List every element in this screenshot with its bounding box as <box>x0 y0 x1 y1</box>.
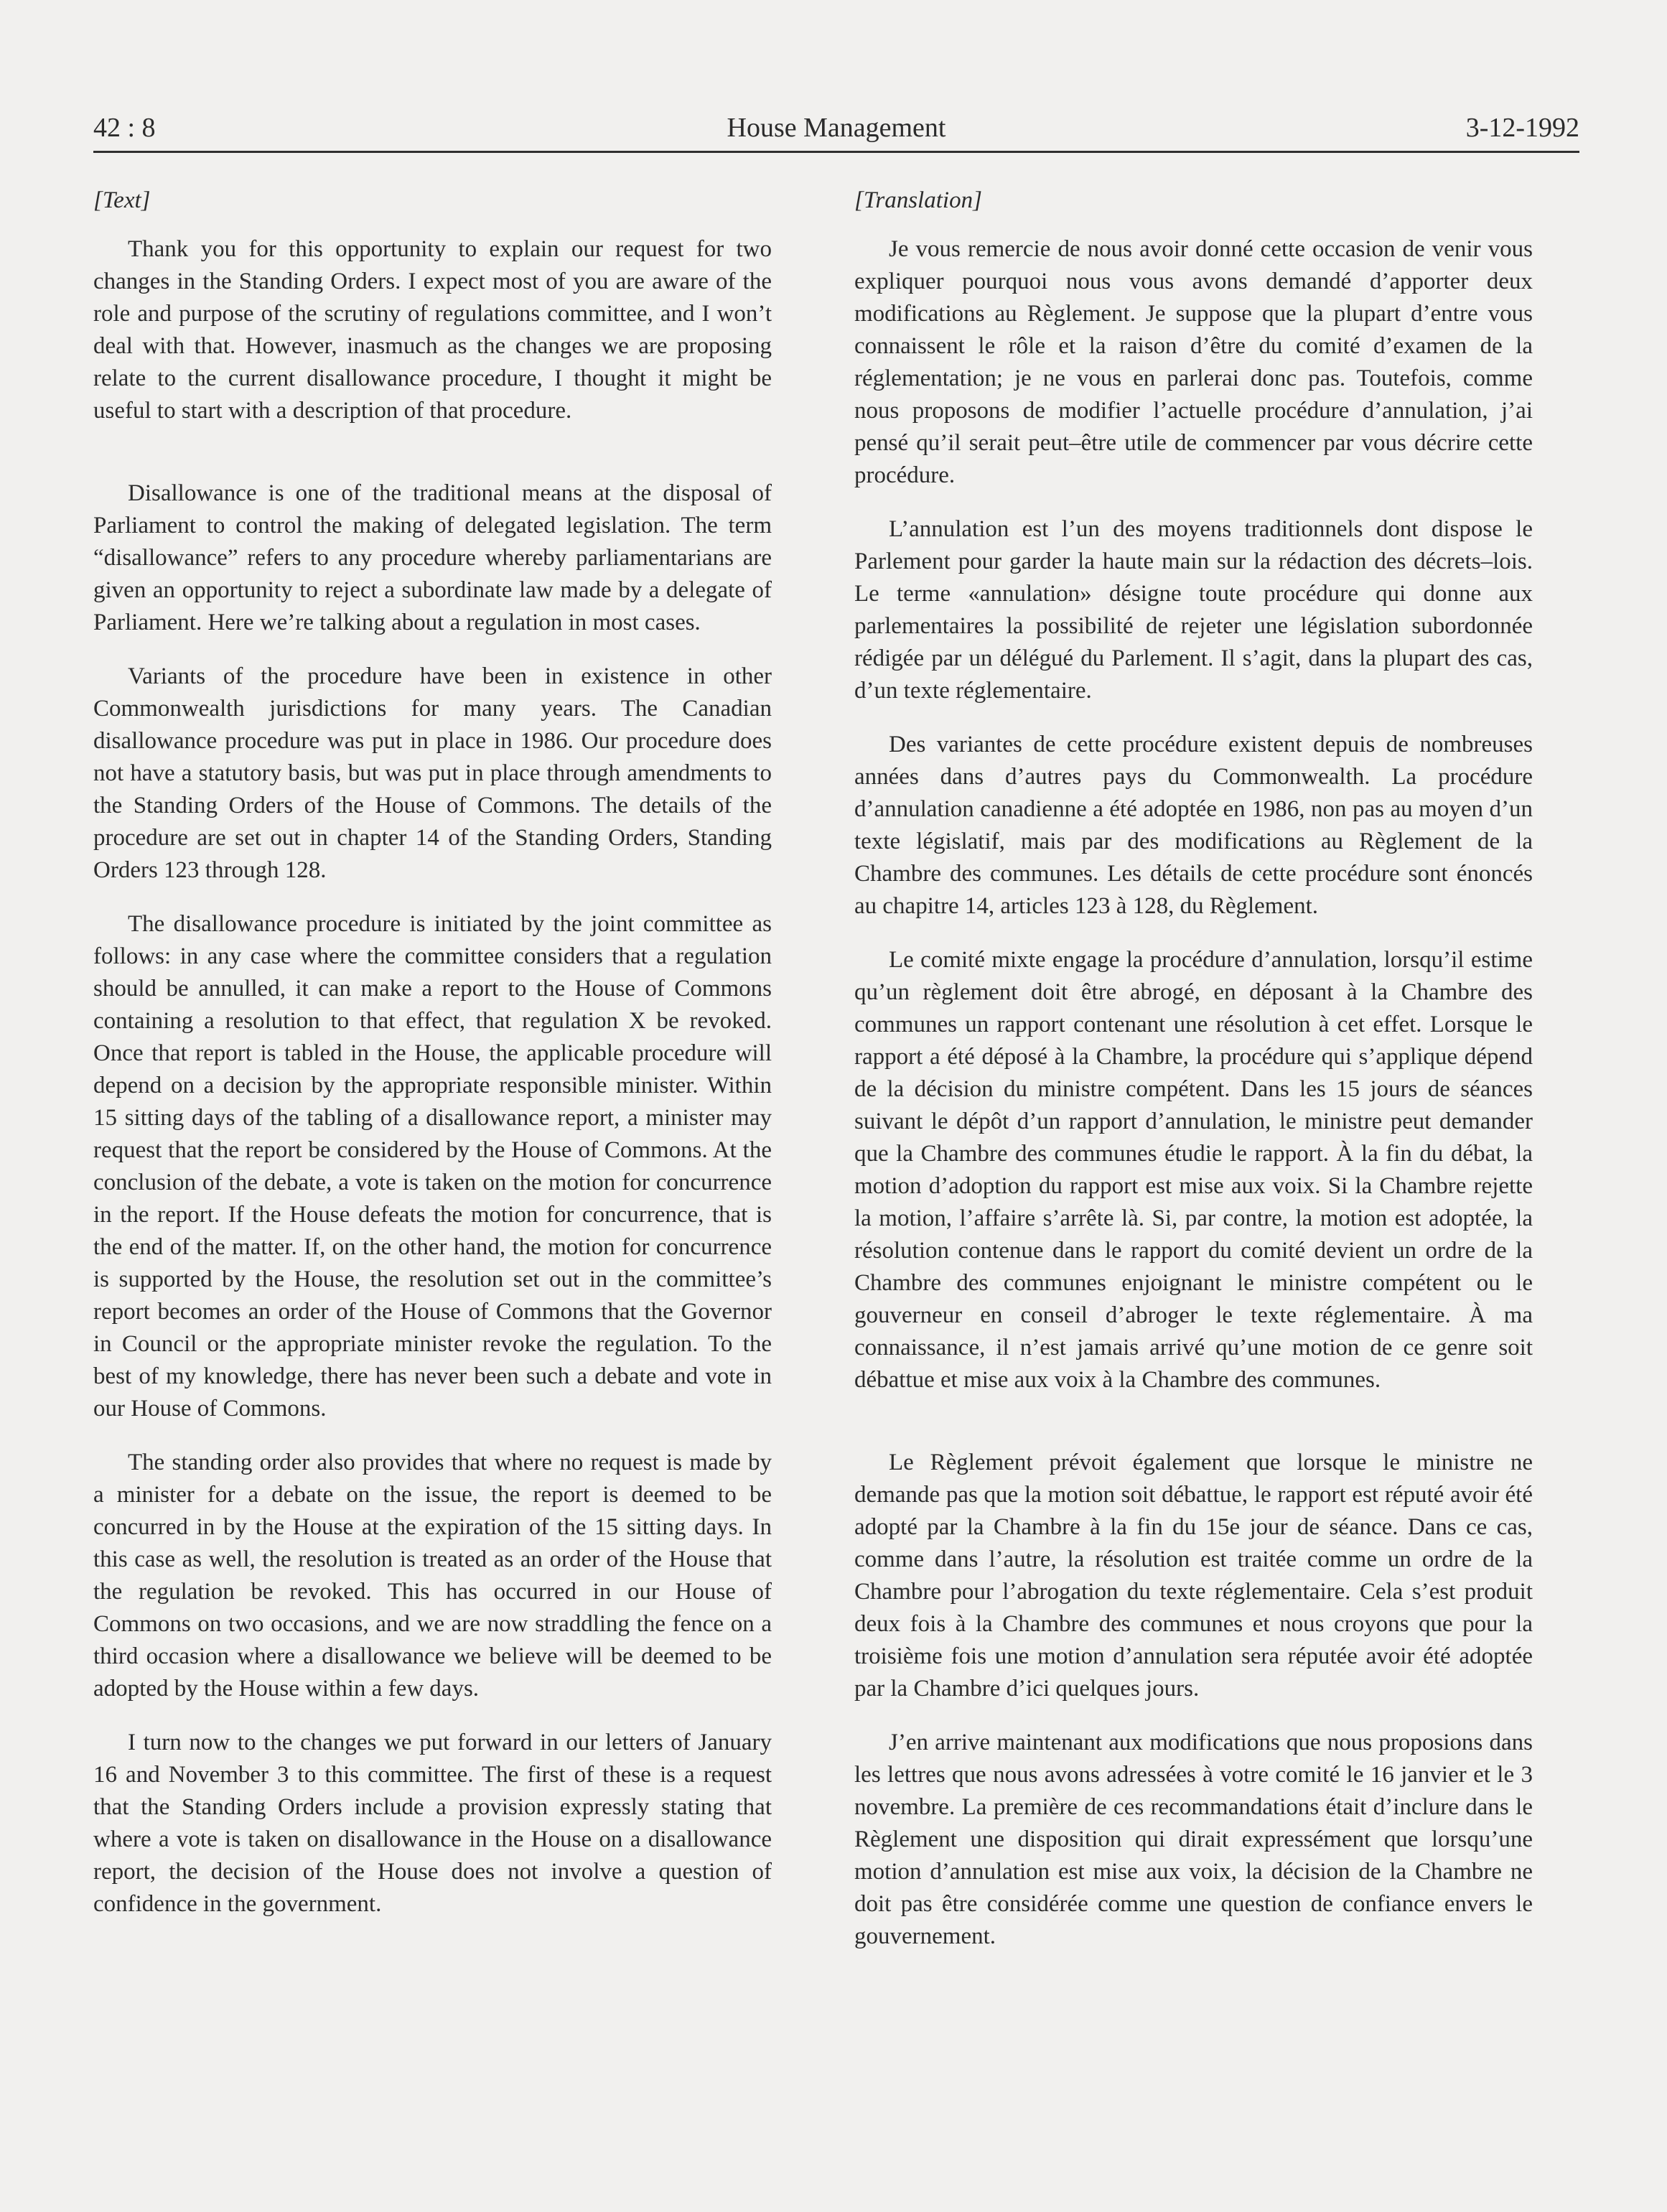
french-paragraph: Je vous remercie de nous avoir donné cette occasion de venir vous expliquer pourquoi nous vous avons demandé d’apporter deux modifications au Règlement. Je suppose que la plupart d’entre vous connaissent le rôle et la raison d’être du comité d’examen de la réglementation; je ne vous en parlerai donc pas. Toutefois, comme nous proposons de modifier l’actuelle procédure d’annulation, j’ai pensé qu’il serait peut–être utile de commencer par vous décrire cette procédure. <box>854 236 1533 488</box>
french-paragraph: Le comité mixte engage la procédure d’annulation, lorsqu’il estime qu’un règlement doit être abrogé, en déposant à la Chambre des communes un rapport contenant une résolution à cet effet. Lorsque le rapport a été déposé à la Chambre, la procédure qui s’applique dépend de la décision du ministre compétent. Dans les 15 jours de séances suivant le dépôt d’un rapport d’annulation, le ministre peut demander que la Chambre des communes étudie le rapport. À la fin du débat, la motion d’adoption du rapport est mise aux voix. Si la Chambre rejette la motion, l’affaire s’arrête là. Si, par contre, la motion est adoptée, la résolution contenue dans le rapport du comité devient un ordre de la Chambre des communes enjoignant le ministre compétent ou le gouverneur en conseil d’abroger le texte réglementaire. À ma connaissance, il n’est jamais arrivé qu’une motion de ce genre soit débattue et mise aux voix à la Chambre des communes. <box>854 947 1533 1393</box>
english-paragraph: I turn now to the changes we put forward in our letters of January 16 and November 3 to this committee. The first of these is a request that the Standing Orders include a provision expressly stating that where a vote is taken on disallowance in the House on a disallowance report, the decision of the House does not involve a question of confidence in the government. <box>93 1730 772 1917</box>
english-paragraph: Variants of the procedure have been in existence in other Commonwealth jurisdictions for many years. The Canadian disallowance procedure was put in place in 1986. Our procedure does not have a statutory basis, but was put in place through amendments to the Standing Orders of the House of Commons. The details of the procedure are set out in chapter 14 of the Standing Orders, Standing Orders 123 through 128. <box>93 663 772 883</box>
publication-date: 3-12-1992 <box>1465 113 1579 143</box>
english-paragraph: The standing order also provides that where no request is made by a minister for a debate on the issue, the report is deemed to be concurred in by the House at the expiration of the 15 sitting days. In this case as well, the resolution is treated as an order of the House that the regulation be revoked. This has occurred in our House of Commons on two occasions, and we are now straddling the fence on a third occasion where a disallowance we believe will be deemed to be adopted by the House within a few days. <box>93 1450 772 1702</box>
english-language-tag: [Text] <box>93 187 151 213</box>
english-column <box>93 183 772 1921</box>
french-paragraph: Des variantes de cette procédure existent depuis de nombreuses années dans d’autres pays du Commonwealth. La procédure d’annulation canadienne a été adoptée en 1986, non pas au moyen d’un texte législatif, mais par des modifications au Règlement de la Chambre des communes. Les détails de cette procédure sont énoncés au chapitre 14, articles 123 à 128, du Règlement. <box>854 732 1533 919</box>
french-paragraph: L’annulation est l’un des moyens traditionnels dont dispose le Parlement pour garder la haute main sur la rédaction des décrets–lois. Le terme «annulation» désigne toute procédure qui donne aux parlementaires la possibilité de rejeter une législation subordonnée rédigée par un délégué du Parlement. Il s’agit, dans la plupart des cas, d’un texte réglementaire. <box>854 516 1533 704</box>
publication-title: House Management <box>727 113 946 143</box>
english-paragraph: The disallowance procedure is initiated by the joint committee as follows: in any case where the committee considers that a regulation should be annulled, it can make a report to the House of Commons containing a resolution to that effect, that regulation X be revoked. Once that report is tabled in the House, the applicable procedure will depend on a decision by the appropriate responsible minister. Within 15 sitting days of the tabling of a disallowance report, a minister may request that the report be considered by the House of Commons. At the conclusion of the debate, a vote is taken on the motion for concurrence in the report. If the House defeats the motion for concurrence, that is the end of the matter. If, on the other hand, the motion for concurrence is supported by the House, the resolution set out in the committee’s report becomes an order of the House of Commons that the Governor in Council or the appropriate minister revoke the regulation. To the best of my knowledge, there has never been such a debate and vote in our House of Commons. <box>93 911 772 1422</box>
french-column <box>854 183 1533 1953</box>
english-paragraph: Disallowance is one of the traditional means at the disposal of Parliament to control the making of delegated legislation. The term “disallowance” refers to any procedure whereby parliamentarians are given an opportunity to reject a subordinate law made by a delegate of Parliament. Here we’re talking about a regulation in most cases. <box>93 480 772 635</box>
french-paragraph: J’en arrive maintenant aux modifications que nous proposions dans les lettres que nous avons adressées à votre comité le 16 janvier et le 3 novembre. La première de ces recommandations était d’inclure dans le Règlement une disposition qui dirait expressément que lorsqu’une motion d’annulation est mise aux voix, la décision de la Chambre ne doit pas être considérée comme une question de confiance envers le gouvernement. <box>854 1730 1533 1949</box>
french-paragraph: Le Règlement prévoit également que lorsque le ministre ne demande pas que la motion soit débattue, le rapport est réputé avoir été adopté par la Chambre à la fin du 15e jour de séance. Dans ce cas, comme dans l’autre, la résolution est traitée comme un ordre de la Chambre pour l’abrogation du texte réglementaire. Cela s’est produit deux fois à la Chambre des communes et nous croyons que pour la troisième fois une motion d’annulation sera réputée avoir été adoptée par la Chambre d’ici quelques jours. <box>854 1450 1533 1702</box>
french-language-tag: [Translation] <box>854 187 982 213</box>
page-number: 42 : 8 <box>93 113 156 143</box>
running-header <box>93 108 1579 153</box>
english-paragraph: Thank you for this opportunity to explain our request for two changes in the Standing Orders. I expect most of you are aware of the role and purpose of the scrutiny of regulations committee, and I won’t deal with that. However, inasmuch as the changes we are proposing relate to the current disallowance procedure, I thought it might be useful to start with a description of that procedure. <box>93 236 772 424</box>
